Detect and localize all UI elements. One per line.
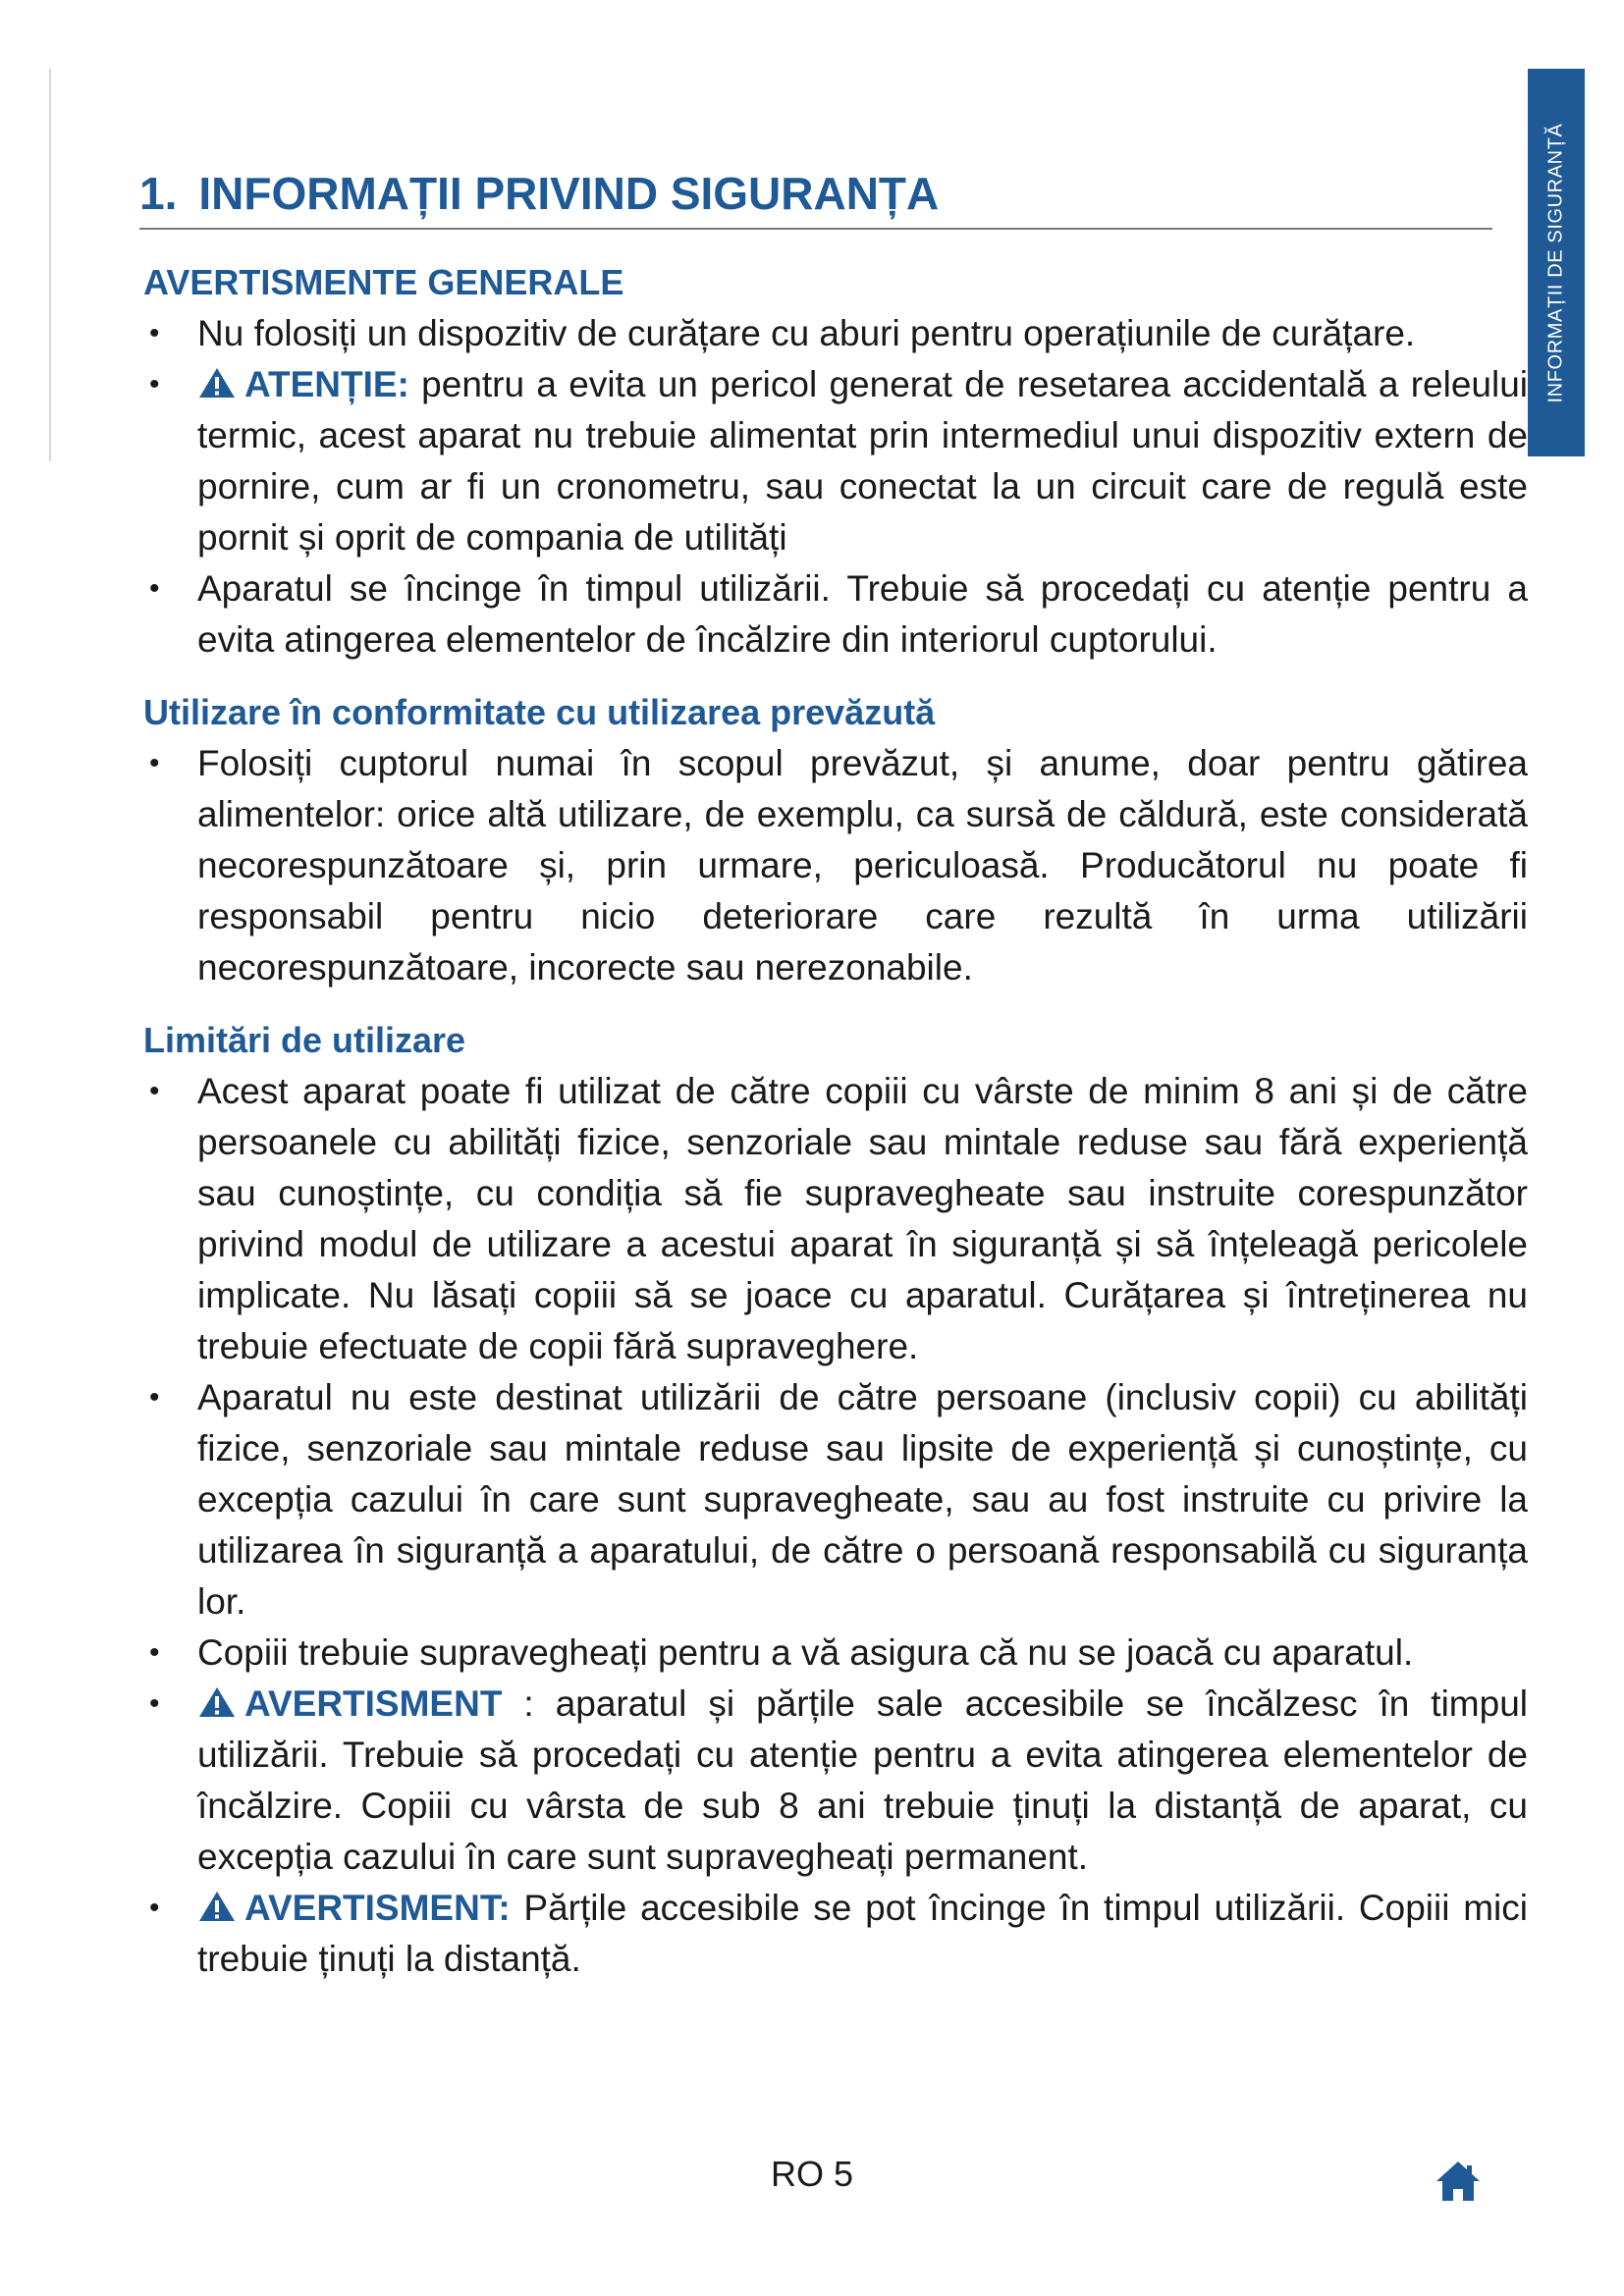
list-item: [143, 738, 1528, 993]
warning-triangle-icon: [197, 366, 237, 400]
list-item: [143, 1628, 1528, 1679]
item-text: Aparatul nu este destinat utilizării de către persoane (inclusiv copii) cu abilități fizice, senzoriale sau mintale reduse sau lipsite de experiență și cunoștințe, cu excepția cazului în care sunt supravegheate, sau au fost instruite cu privire la utilizarea în siguranță a aparatului, de către o persoană responsabilă cu siguranța lor.: [197, 1377, 1528, 1622]
bullet-list: [143, 1066, 1528, 1985]
item-lead: AVERTISMENT:: [244, 1888, 511, 1928]
bullet-icon: •: [149, 1075, 160, 1107]
bullet-icon: •: [149, 1687, 160, 1720]
bullet-icon: •: [149, 1636, 160, 1669]
bullet-list: [143, 738, 1528, 993]
list-item: [143, 1679, 1528, 1883]
section-title: INFORMAȚII PRIVIND SIGURANȚA: [198, 168, 940, 219]
section-heading: Limitări de utilizare: [143, 1020, 466, 1060]
section-intended-use: [143, 687, 1528, 993]
item-text: Părțile accesibile se pot încinge în timpul utilizării. Copiii mici trebuie ținuți la distanță.: [197, 1888, 1528, 1979]
list-item: [143, 1066, 1528, 1372]
bullet-icon: •: [149, 317, 160, 349]
item-lead: AVERTISMENT: [244, 1683, 503, 1724]
margin-rule: [49, 69, 51, 461]
item-lead: ATENȚIE:: [244, 364, 409, 404]
bullet-icon: •: [149, 747, 160, 779]
safety-content: [143, 257, 1528, 1985]
item-text: Aparatul se încinge în timpul utilizării. Trebuie să procedați cu atenție pentru a evita atingerea elementelor de încălzire din interiorul cuptorului.: [197, 568, 1528, 660]
section-number: 1.: [139, 168, 178, 219]
list-item: [143, 308, 1528, 359]
side-tab[interactable]: [1528, 69, 1585, 456]
item-text: Folosiți cuptorul numai în scopul prevăzut, și anume, doar pentru gătirea alimentelor: orice altă utilizare, de exemplu, ca sursă de căldură, este considerată necorespunzătoare și, prin urmare, periculoasă. Producătorul nu poate fi responsabil pentru nicio deteriorare care rezultă în urma utilizării necorespunzătoare, incorecte sau nerezonabile.: [197, 743, 1528, 988]
item-text: Acest aparat poate fi utilizat de către copiii cu vârste de minim 8 ani și de către persoanele cu abilități fizice, senzoriale sau mintale reduse sau fără experiență sau cunoștințe, cu condiția să fie supravegheate sau instruite corespunzător privind modul de utilizare a acestui aparat în siguranță și să înțeleagă pericolele implicate. Nu lăsați copiii să se joace cu aparatul. Curățarea și întreținerea nu trebuie efectuate de copii fără supraveghere.: [197, 1071, 1528, 1366]
page-number: RO 5: [770, 2154, 854, 2194]
list-item: [143, 1883, 1528, 1985]
list-item: [143, 563, 1528, 666]
bullet-icon: •: [149, 1892, 160, 1924]
page-title: [139, 165, 1492, 222]
warning-triangle-icon: [197, 1890, 237, 1923]
side-tab-label: INFORMAȚII DE SIGURANȚĂ: [1544, 123, 1567, 402]
bullet-icon: •: [149, 1381, 160, 1414]
list-item: [143, 359, 1528, 563]
item-text: : aparatul și părțile sale accesibile se încălzesc în timpul utilizării. Trebuie să procedați cu atenție pentru a evita atingerea elementelor de încălzire. Copiii cu vârsta de sub 8 ani trebuie ținuți la distanță de aparat, cu excepția cazului în care sunt supravegheați permanent.: [197, 1683, 1528, 1877]
page-header: [139, 165, 1492, 230]
item-text: Copiii trebuie supravegheați pentru a vă asigura că nu se joacă cu aparatul.: [197, 1632, 1414, 1673]
bullet-icon: •: [149, 368, 160, 400]
bullet-list: [143, 308, 1528, 666]
page-footer: [0, 2154, 1624, 2195]
bullet-icon: •: [149, 572, 160, 605]
item-text: pentru a evita un pericol generat de resetarea accidentală a releului termic, acest aparat nu trebuie alimentat prin intermediul unui dispozitiv extern de pornire, cum ar fi un cronometru, sau conectat la un circuit care de regulă este pornit și oprit de compania de utilități: [197, 364, 1528, 558]
section-heading: Utilizare în conformitate cu utilizarea prevăzută: [143, 692, 936, 732]
home-icon[interactable]: [1435, 2160, 1482, 2203]
warning-triangle-icon: [197, 1685, 237, 1719]
section-usage-limits: [143, 1015, 1528, 1985]
list-item: [143, 1372, 1528, 1628]
section-general-warnings: [143, 257, 1528, 666]
section-heading: AVERTISMENTE GENERALE: [143, 262, 624, 302]
item-text: Nu folosiți un dispozitiv de curățare cu aburi pentru operațiunile de curățare.: [197, 313, 1416, 353]
